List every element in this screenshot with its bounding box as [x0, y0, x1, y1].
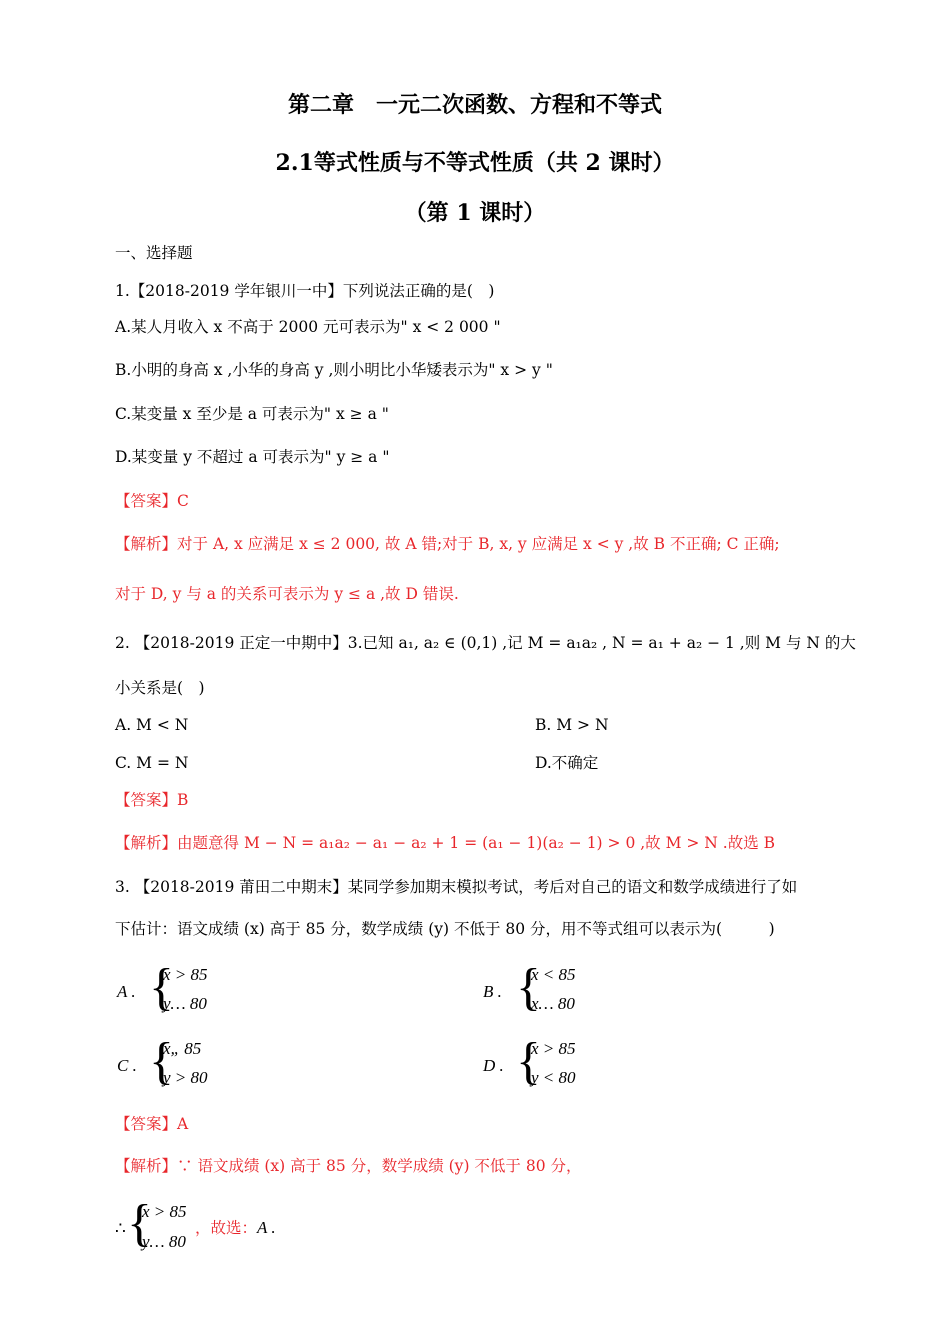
part-heading: 一、选择题	[115, 244, 193, 262]
therefore-symbol: ∴	[115, 1219, 126, 1238]
q3-option-d-label: D .	[483, 1056, 504, 1075]
q3-stem-line-2: 下估计：语文成绩 (x) 高于 85 分，数学成绩 (y) 不低于 80 分，用不等式组可以表示为( )	[115, 920, 775, 938]
q3-option-c-brace: {	[149, 1033, 174, 1090]
q1-answer: 【答案】C	[115, 492, 189, 510]
q3-option-b-line-1: x < 85	[531, 965, 576, 984]
q3-option-b-line-2: x… 80	[531, 994, 575, 1013]
q3-option-b-label: B .	[483, 982, 502, 1001]
q3-option-a-label: A .	[117, 982, 136, 1001]
q2-option-a: A. M < N	[115, 716, 189, 734]
q1-analysis-line-1: 【解析】对于 A, x 应满足 x ≤ 2 000, 故 A 错;对于 B, x, y 应满足 x < y ,故 B 不正确; C 正确;	[115, 535, 780, 553]
q2-option-d: D.不确定	[535, 754, 599, 772]
q2-option-b: B. M > N	[535, 716, 609, 734]
q2-stem-line-1: 2. 【2018-2019 正定一中期中】3.已知 a₁, a₂ ∈ (0,1) ,记 M = a₁a₂ , N = a₁ + a₂ − 1 ,则 M 与 N 的大	[115, 634, 856, 652]
q3-option-c-line-2: y > 80	[163, 1068, 208, 1087]
q3-option-a-line-1: x > 85	[163, 965, 208, 984]
q3-option-c-line-1: x„ 85	[163, 1039, 202, 1058]
section-title: 2.1等式性质与不等式性质（共 2 课时）	[275, 150, 675, 176]
q2-analysis: 【解析】由题意得 M − N = a₁a₂ − a₁ − a₂ + 1 = (a₁ − 1)(a₂ − 1) > 0 ,故 M > N .故选 B	[115, 834, 776, 852]
q3-analysis-sys-line-2: y… 80	[142, 1232, 186, 1251]
q1-analysis-line-2: 对于 D, y 与 a 的关系可表示为 y ≤ a ,故 D 错误.	[115, 585, 459, 603]
q3-option-a-line-2: y… 80	[163, 994, 207, 1013]
q1-option-a: A.某人月收入 x 不高于 2000 元可表示为" x < 2 000 "	[115, 318, 501, 336]
lesson-title: （第 1 课时）	[404, 200, 546, 226]
q3-stem-line-1: 3. 【2018-2019 莆田二中期末】某同学参加期末模拟考试，考后对自己的语文和数学成绩进行了如	[115, 878, 798, 896]
q2-answer: 【答案】B	[115, 791, 189, 809]
q3-option-b-brace: {	[516, 959, 541, 1016]
q3-analysis-line-1: 【解析】∵ 语文成绩 (x) 高于 85 分，数学成绩 (y) 不低于 80 分，	[115, 1157, 582, 1175]
q1-option-c: C.某变量 x 至少是 a 可表示为" x ≥ a "	[115, 405, 389, 423]
q1-option-b: B.小明的身高 x ,小华的身高 y ,则小明比小华矮表示为" x > y "	[115, 361, 553, 379]
q3-option-d-brace: {	[516, 1033, 541, 1090]
chapter-title: 第二章 一元二次函数、方程和不等式	[287, 92, 662, 118]
q3-option-d-line-1: x > 85	[531, 1039, 576, 1058]
q1-option-d: D.某变量 y 不超过 a 可表示为" y ≥ a "	[115, 448, 390, 466]
q3-option-c-label: C .	[117, 1056, 137, 1075]
q3-analysis-sys-line-1: x > 85	[142, 1202, 187, 1221]
q2-option-c: C. M = N	[115, 754, 189, 772]
q1-stem: 1.【2018-2019 学年银川一中】下列说法正确的是( )	[115, 282, 495, 300]
q3-option-a-brace: {	[149, 959, 174, 1016]
q3-analysis-brace: {	[127, 1195, 152, 1252]
q3-option-d-line-2: y < 80	[531, 1068, 576, 1087]
q3-conclusion: ，故选：A .	[195, 1218, 276, 1237]
q2-stem-line-2: 小关系是( )	[115, 679, 205, 697]
q3-answer: 【答案】A	[115, 1115, 189, 1133]
